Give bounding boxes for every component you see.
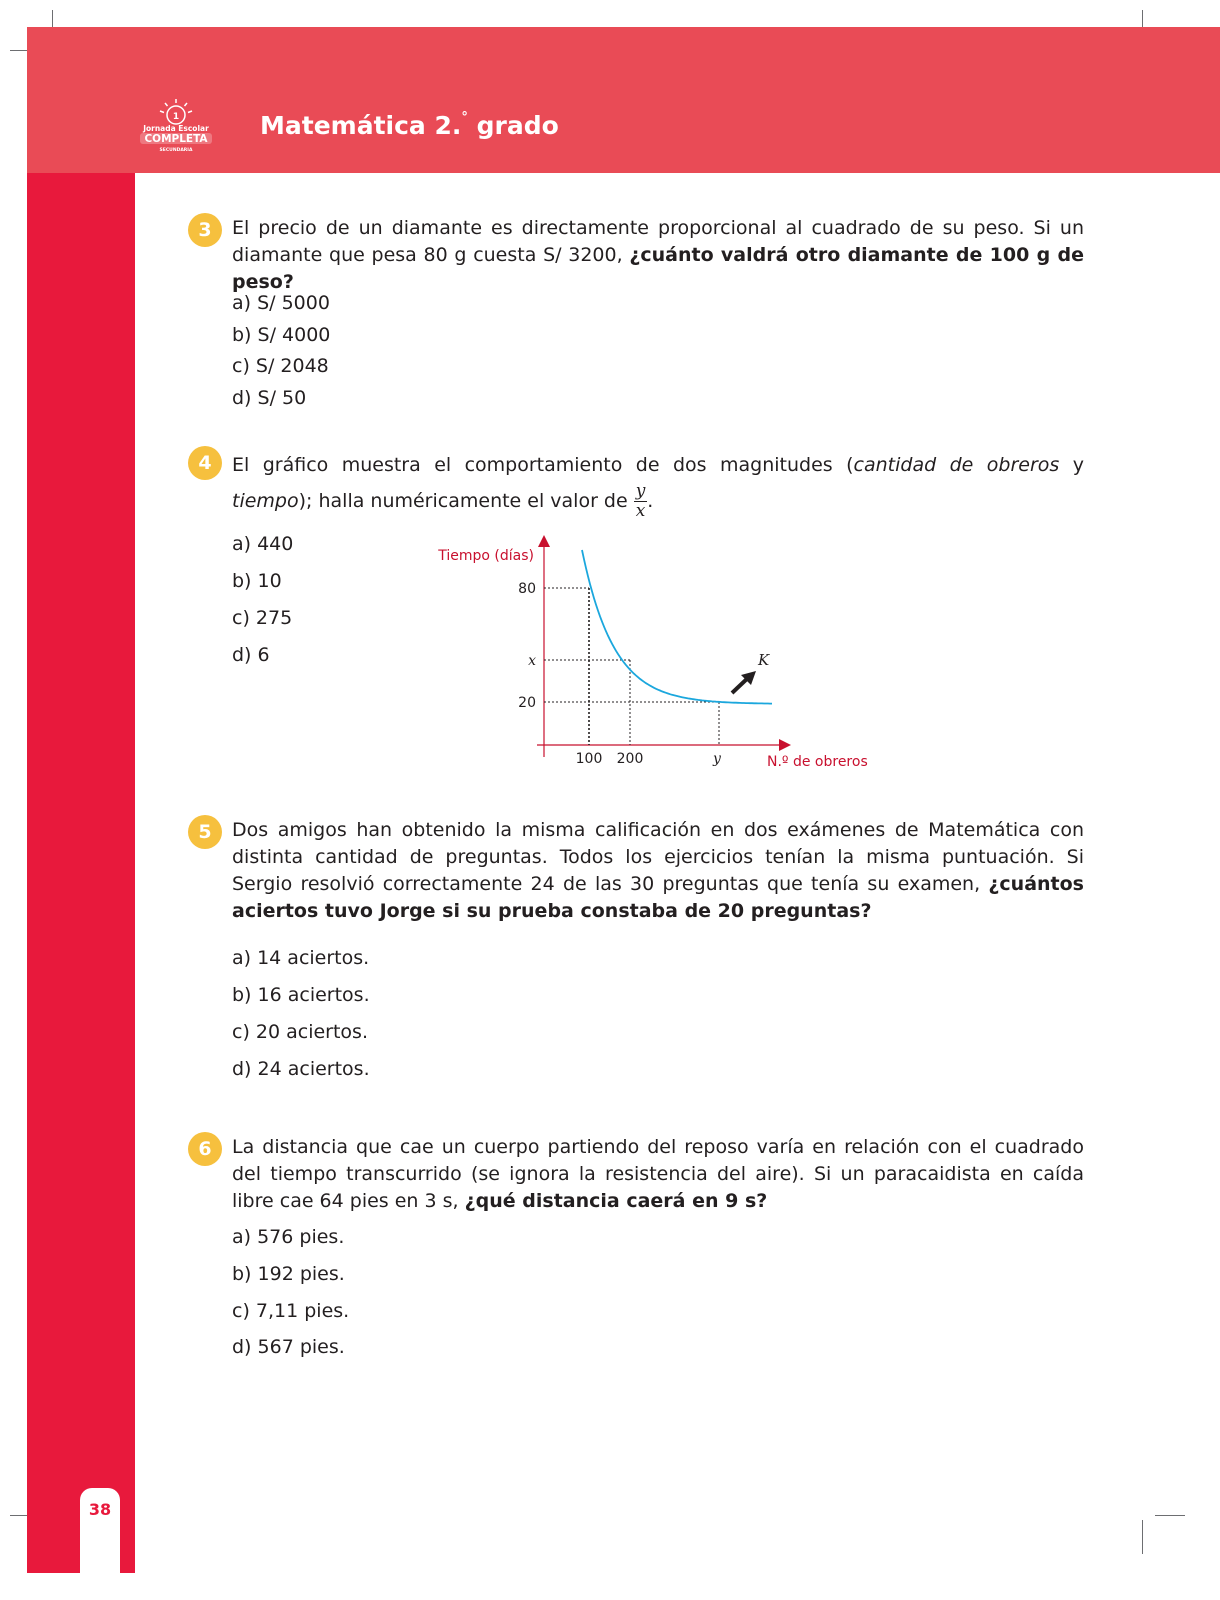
page-number: 38 [88,1500,112,1519]
inverse-proportion-chart [420,535,890,785]
question-number-badge: 3 [188,213,222,247]
question-6 [188,1132,1084,1372]
dotted-guides [544,588,719,745]
answer-option: c) 20 aciertos. [232,1021,368,1043]
y-tick-labels [518,581,536,711]
answer-option: c) 7,11 pies. [232,1300,350,1322]
pointer-arrow-icon [732,671,756,693]
x-tick-label: 100 [575,751,603,767]
answer-option: a) 440 [232,533,294,555]
answer-option: a) S/ 5000 [232,292,330,314]
answer-option: d) 24 aciertos. [232,1058,370,1080]
logo-line1: Jornada Escolar [143,124,209,133]
answer-option: b) 10 [232,570,282,592]
question-stem: El gráfico muestra el comportamiento de dos magnitudes (cantidad de obreros y tiempo); halla numéricamente el valor de $\frac{y}{x}$ . [232,454,1084,521]
question-stem: La distancia que cae un cuerpo partiendo del reposo varía en relación con el cuadrado del tiempo transcurrido (se ignora la resistencia del aire). Si un paracaidista en caída libre cae 64 pies en 3 s, ¿qué distancia caerá en 9 s? [232,1136,1084,1212]
answer-option: a) 14 aciertos. [232,947,370,969]
x-tick-label: y [713,751,721,767]
answer-option: d) 567 pies. [232,1336,345,1358]
crop-mark [1142,1520,1143,1554]
question-number-badge: 5 [188,815,222,849]
answer-option: b) S/ 4000 [232,324,331,346]
header-title: Matemática 2.° grado [260,109,559,140]
x-tick-labels [576,751,722,767]
y-axis-label: Tiempo (días) [438,548,534,564]
y-tick-label: x [528,653,536,669]
logo-line3: SECUNDARIA [159,148,193,153]
answer-option: a) 576 pies. [232,1226,345,1248]
y-tick-label: 20 [518,695,536,711]
answer-option: c) S/ 2048 [232,355,329,377]
x-axis-label: N.º de obreros [767,754,868,770]
question-stem: El precio de un diamante es directamente proporcional al cuadrado de su peso. Si un diamante que pesa 80 g cuesta S/ 3200, ¿cuánto valdrá otro diamante de 100 g de peso? [232,217,1084,293]
logo-line2: COMPLETA [144,133,208,145]
answer-option: c) 275 [232,607,293,629]
question-3 [188,213,1084,413]
y-tick-label: 80 [518,581,536,597]
answer-option: d) 6 [232,644,270,666]
curve-label: K [758,651,770,669]
jornada-completa-logo [138,95,218,157]
question-5 [188,815,1084,1085]
x-tick-label: 200 [616,751,644,767]
question-stem: Dos amigos han obtenido la misma calificación en dos exámenes de Matemática con distinta cantidad de preguntas. Todos los ejercicios tenían la misma puntuación. Si Sergio resolvió correctamente 24 de las 30 preguntas que tenía su examen, ¿cuántos aciertos tuvo Jorge si su prueba constaba de 20 preguntas? [232,819,1084,922]
question-number-badge: 4 [188,446,222,480]
fraction-y-over-x: $\frac{y}{x}$ [635,481,646,521]
answer-option: d) S/ 50 [232,387,307,409]
svg-text:1: 1 [172,112,180,122]
answer-option: b) 16 aciertos. [232,984,370,1006]
answer-option: b) 192 pies. [232,1263,345,1285]
crop-mark [1155,1515,1185,1516]
side-band [27,173,135,1573]
question-number-badge: 6 [188,1132,222,1166]
